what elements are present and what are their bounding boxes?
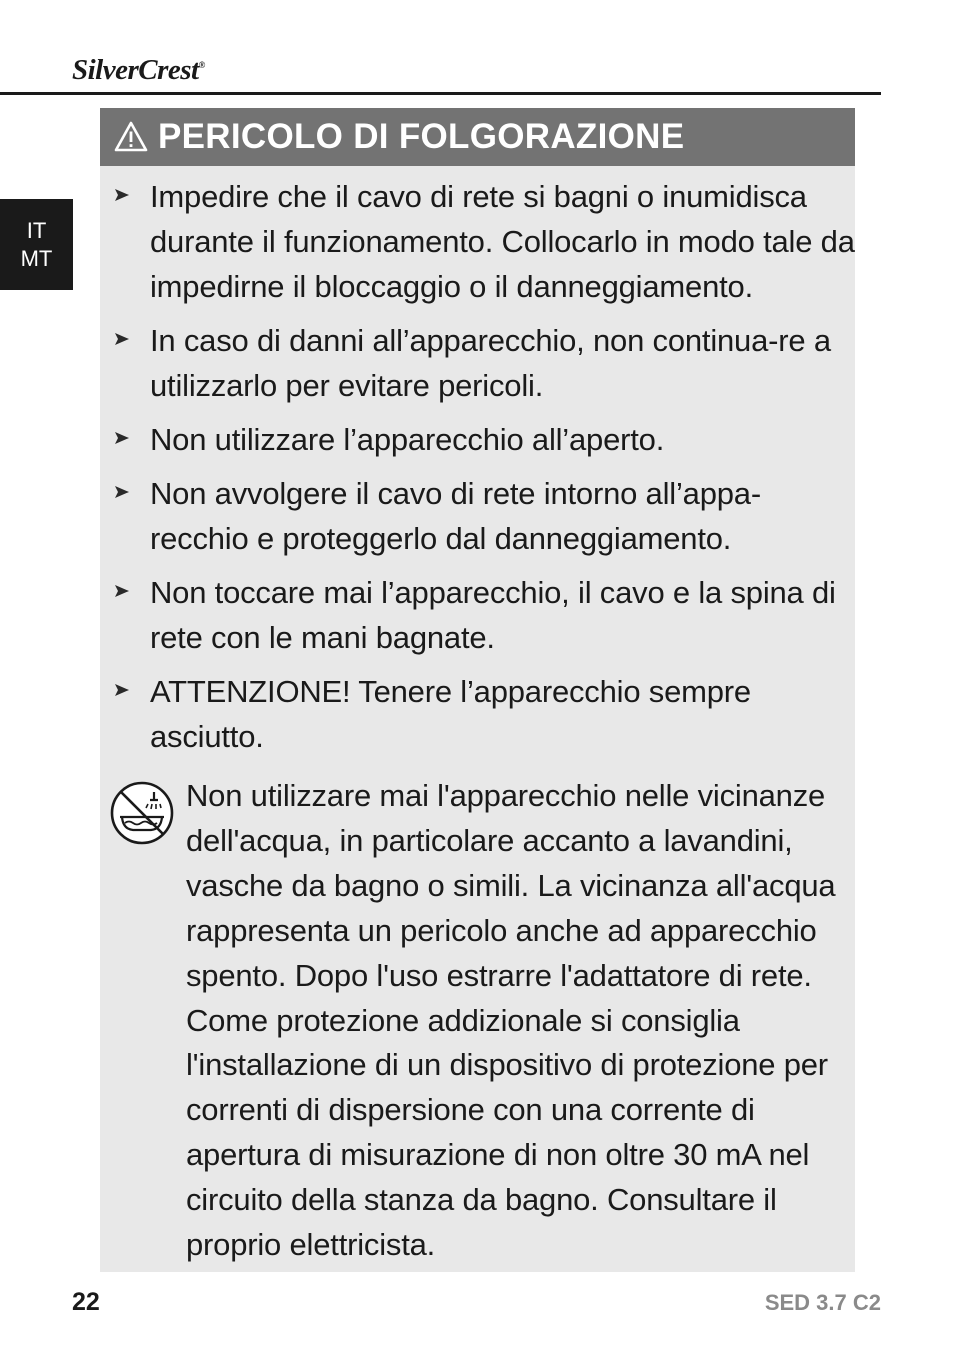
bullet-text: ATTENZIONE! Tenere l’apparecchio sempre asciutto. bbox=[150, 674, 751, 754]
safety-panel bbox=[100, 108, 855, 1272]
bullet-text: Non toccare mai l’apparecchio, il cavo e la spina di rete con le mani bagnate. bbox=[150, 575, 836, 655]
page-number: 22 bbox=[72, 1288, 100, 1316]
bullet-text: In caso di danni all’apparecchio, non continua-re a utilizzarlo per evitare pericoli. bbox=[150, 323, 831, 403]
warning-triangle-icon bbox=[114, 120, 148, 154]
language-tab bbox=[0, 199, 73, 290]
brand-name: SilverCrest bbox=[72, 54, 199, 86]
bullet-arrow-icon bbox=[114, 485, 130, 499]
section-header bbox=[100, 108, 855, 166]
water-warning-note: Non utilizzare mai l'apparecchio nelle vicinanze dell'acqua, in particolare accanto a lavandini, vasche da bagno o simili. La vicinanza all'acqua rappresenta un pericolo anche ad apparecchio spento. Dopo l'uso estrarre l'adattatore di rete. Come protezione addizionale si consiglia l'installazione di un dispositivo di protezione per correnti di dispersione con una corrente di apertura di misurazione di non oltre 30 mA nel circuito della stanza da bagno. Consultare il proprio elettricista. bbox=[186, 778, 836, 1263]
list-item bbox=[100, 417, 855, 462]
brand-logo bbox=[72, 54, 205, 87]
registered-mark: ® bbox=[198, 60, 205, 70]
section-title: PERICOLO DI FOLGORAZIONE bbox=[158, 117, 685, 156]
list-item bbox=[100, 570, 855, 660]
list-item bbox=[100, 471, 855, 561]
list-item bbox=[100, 669, 855, 759]
no-water-bathtub-icon bbox=[109, 780, 175, 846]
model-number: SED 3.7 C2 bbox=[764, 1290, 881, 1315]
list-item bbox=[100, 174, 855, 309]
header-rule bbox=[0, 92, 881, 95]
bullet-text: Impedire che il cavo di rete si bagni o inumidisca durante il funzionamento. Collocarlo in modo tale da impedirne il bloccaggio o il danneggiamento. bbox=[150, 179, 855, 304]
bullet-text: Non utilizzare l’apparecchio all’aperto. bbox=[150, 422, 665, 457]
list-item bbox=[100, 318, 855, 408]
bullet-arrow-icon bbox=[114, 431, 130, 445]
bullet-arrow-icon bbox=[114, 683, 130, 697]
bullet-arrow-icon bbox=[114, 332, 130, 346]
language-code-it: IT bbox=[26, 217, 47, 243]
language-code-mt: MT bbox=[20, 245, 53, 271]
bullet-list bbox=[100, 174, 855, 768]
bullet-arrow-icon bbox=[114, 188, 130, 202]
bullet-arrow-icon bbox=[114, 584, 130, 598]
bullet-text: Non avvolgere il cavo di rete intorno all’appa-recchio e proteggerlo dal danneggiamento. bbox=[150, 476, 761, 556]
